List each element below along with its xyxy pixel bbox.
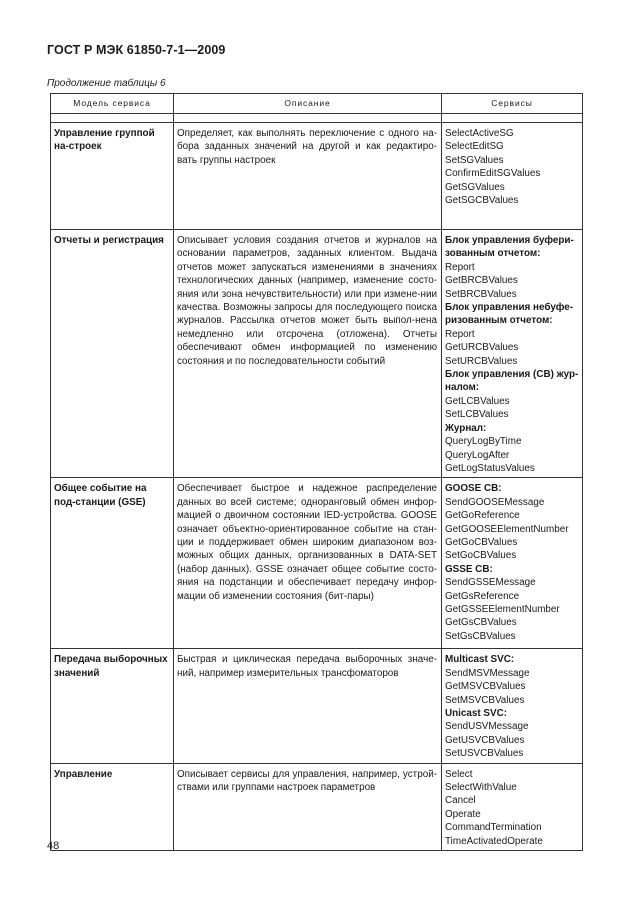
table-row (51, 123, 583, 230)
services-table (50, 93, 583, 851)
description-cell: Обеспечивает быстрое и надежное распределение данных во всей системе; одноранговый обмен инфор-мацией о двоичном состоянии IED-устройства. GOOSE означает объектно-ориентированное событие на стан-ции и поддерживает обмен широким диапазоном воз-можных общих данных, организованных в DATA-SET (набор данных). GSSE означает общее событие состо-яния на подстанции и обеспечивает передачу инфор-мации об изменении состояния (бит-пары) (174, 478, 442, 649)
service-item: Select (445, 768, 473, 780)
table-body (51, 114, 583, 851)
service-item: CommandTermination (445, 822, 542, 834)
table-caption: Продолжение таблицы 6 (47, 78, 166, 89)
service-item: Cancel (445, 795, 476, 807)
service-item: SelectWithValue (445, 781, 517, 793)
description-cell: Описывает условия создания отчетов и журналов на основании параметров, заданных клиентом. Выдача отчетов может запускаться изменениями в значениях технологических данных (например, изменение состо-яния или зона нечувствительности) или при измене-нии качества. Возможны запросы для последующего поиска журналов. Рассылка отчетов может быть выпол-нена немедленно или отсрочена (отложена). Отчеты обеспечивают обмен информацией по изменению состояния и по последовательности событий (174, 230, 442, 478)
table-header-row (51, 94, 583, 114)
service-item: GetGsReference (445, 590, 520, 602)
services-cell (442, 763, 583, 850)
service-item: SelectEditSG (445, 141, 504, 153)
service-item: SendUSVMessage (445, 721, 529, 733)
service-item: GetGOOSEElementNumber (445, 523, 569, 535)
service-item: GetMSVCBValues (445, 681, 526, 693)
service-item: GetBRCBValues (445, 275, 518, 287)
service-item: GetLCBValues (445, 395, 510, 407)
column-header-description: Описание (174, 94, 442, 114)
service-model-cell: Отчеты и регистрация (51, 230, 174, 478)
service-item: SetURCBValues (445, 355, 518, 367)
service-item: QueryLogByTime (445, 436, 522, 448)
page-number: 48 (47, 840, 60, 852)
service-item: Report (445, 328, 475, 340)
service-item: GetURCBValues (445, 342, 519, 354)
service-item: SetSGValues (445, 154, 504, 166)
services-table-wrapper (50, 93, 582, 851)
service-item: GetLogStatusValues (445, 462, 535, 474)
service-item: GetGoReference (445, 510, 520, 522)
service-item: GetGoCBValues (445, 536, 518, 548)
service-item: SetGsCBValues (445, 630, 516, 642)
service-item: Report (445, 261, 475, 273)
column-header-services: Сервисы (442, 94, 583, 114)
table-row (51, 478, 583, 649)
service-item: SelectActiveSG (445, 128, 514, 139)
description-cell: Описывает сервисы для управления, например, устрой-ствами или группами настроек параметров (174, 763, 442, 850)
service-item: GetSGCBValues (445, 195, 519, 207)
service-item: SendGSSEMessage (445, 577, 536, 589)
table-row (51, 230, 583, 478)
service-model-cell: Управление группой на-строек (51, 123, 174, 230)
service-group-heading: Журнал: (445, 422, 487, 434)
service-item: SetBRCBValues (445, 288, 517, 300)
service-group-heading: Multicast SVC: (445, 654, 515, 666)
spacer-cell (51, 114, 174, 123)
service-group-heading: Блок управления небуфе-ризованным отчетом: (445, 302, 574, 327)
service-item: SetUSVCBValues (445, 748, 524, 760)
table-row (51, 649, 583, 763)
service-item: GetGSSEElementNumber (445, 603, 560, 615)
service-item: SetGoCBValues (445, 550, 517, 562)
spacer-cell (174, 114, 442, 123)
services-cell (442, 478, 583, 649)
service-item: TimeActivatedOperate (445, 835, 543, 847)
service-group-heading: Блок управления буфери-зованным отчетом: (445, 235, 574, 260)
services-cell (442, 649, 583, 763)
service-group-heading: GSSE CB: (445, 563, 493, 575)
description-cell: Определяет, как выполнять переключение с одного на-бора заданных значений на другой и как редактиро-вать группы настроек (174, 123, 442, 230)
service-item: SetMSVCBValues (445, 694, 525, 706)
description-cell: Быстрая и циклическая передача выборочных значе-ний, например измерительных трансфоматоров (174, 649, 442, 763)
service-item: SetLCBValues (445, 409, 509, 421)
service-group-heading: GOOSE CB: (445, 483, 502, 495)
service-item: GetGsCBValues (445, 617, 517, 629)
service-group-heading: Блок управления (CB) жур-налом: (445, 369, 579, 394)
service-item: QueryLogAfter (445, 449, 510, 461)
service-model-cell: Управление (51, 763, 174, 850)
service-item: GetSGValues (445, 181, 505, 193)
service-model-cell: Передача выборочных значений (51, 649, 174, 763)
table-row (51, 763, 583, 850)
services-cell (442, 123, 583, 230)
services-cell (442, 230, 583, 478)
service-item: ConfirmEditSGValues (445, 168, 541, 180)
document-code: ГОСТ Р МЭК 61850-7-1—2009 (47, 43, 226, 57)
service-model-cell: Общее событие на под-станции (GSE) (51, 478, 174, 649)
service-item: SendGOOSEMessage (445, 496, 545, 508)
column-header-model: Модель сервиса (51, 94, 174, 114)
service-item: GetUSVCBValues (445, 734, 525, 746)
service-item: Operate (445, 808, 481, 820)
service-group-heading: Unicast SVC: (445, 707, 508, 719)
service-item: SendMSVMessage (445, 667, 530, 679)
spacer-cell (442, 114, 583, 123)
header-spacer-row (51, 114, 583, 123)
